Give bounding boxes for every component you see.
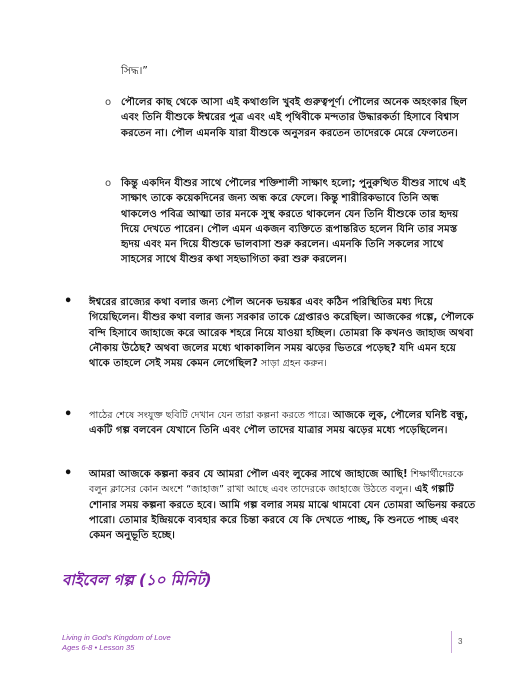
continued-quote-ending: সিদ্ধ।”: [121, 65, 148, 77]
bullet-normal-text: পাঠের শেষে সংযুক্ত ছবিটি দেখান যেন তারা কল্পনা করতে পারে।: [89, 410, 333, 421]
footer-title: Living in God's Kingdom of Love: [62, 633, 171, 642]
bullet-bold-text: আজকে লুক, পৌলের ঘনিষ্ট বন্ধু, একটি গল্প বলবেন যেখানে তিনি এবং পৌল তাদের যাত্রার সময় ঝড়ের মধ্যে পড়েছিলেন।: [89, 410, 469, 437]
sub-bullet-marker: o: [105, 97, 112, 108]
page-number: 3: [458, 637, 463, 646]
bullet-imagine-ship: [64, 466, 477, 543]
sub-point-text: কিন্তু একদিন যীশুর সাথে পৌলের শক্তিশালী সাক্ষাৎ হলো; পুনুরুত্থিত যীশুর সাথে এই সাক্ষাৎ তাকে কয়েকদিনের জন্য অন্ধ করে ফেলে। কিন্তু শারীরিকভাবে তিনি অন্ধ থাকলেও পবিত্র আত্মা তার মনকে সুস্থ করতে থাকলেন যেন তিনি যীশুকে তার হৃদয় দিয়ে দেখতে পারেন। পৌল এমন একজন ব্যক্তিতে রূপান্তরিত হলেন যিনি তার সমস্ত হৃদয় এবং মন দিয়ে যীশুকে ভালবাসা শুরু করলেন। এমনকি তিনি সকলের সাথে সাহসের সাথে যীশুর কথা সহভাগিতা করা শুরু করলেন।: [121, 178, 466, 266]
bullet-bold-text-2: এই গল্পটি শোনার সময় কল্পনা করতে হবে। আমি গল্প বলার সময় মাঝে থামবো যেন তোমরা অভিনয় করতে পারো। তোমার ইন্দ্রিয়কে ব্যবহার করে চিন্তা করবে যে কি দেখতে পাচ্ছ, কি শুনতে পাচ্ছ এবং কেমন অনুভূতি হচ্ছে।: [89, 484, 476, 542]
bullet-paul-hardships: [64, 294, 477, 371]
bullet-marker: •: [64, 466, 73, 481]
bullet-bold-text: আমরা আজকে কল্পনা করব যে আমরা পৌল এবং লুকের সাথে জাহাজে আছি!: [89, 469, 408, 480]
section-heading-bible-story: বাইবেল গল্প (১০ মিনিট): [62, 571, 212, 589]
footer-divider: [451, 631, 452, 653]
sub-point-paul-encounter: [105, 176, 475, 268]
bullet-bold-text: ঈশ্বরের রাজ্যের কথা বলার জন্য পৌল অনেক ভয়ঙ্কর এবং কঠিন পরিস্থিতির মধ্য দিয়ে গিয়েছিলেন। যীশুর কথা বলার জন্য সরকার তাকে গ্রেপ্তারও করেছিল। আজকের গল্পে, পৌলকে বন্দি হিসাবে জাহাজে করে আরেক শহরে নিয়ে যাওয়া হচ্ছিল। তোমরা কি কখনও জাহাজ অথবা নৌকায় উঠেছ? অথবা জলের মধ্যে থাকাকালিন সময় ঝড়ের ভিতরে পড়েছ? যদি এমন হয়ে থাকে তাহলে সেই সময় কেমন লেগেছিল?: [89, 297, 474, 370]
bullet-normal-text: সাড়া গ্রহন করুন।: [257, 358, 327, 370]
sub-point-paul-background: [105, 95, 475, 141]
bullet-show-picture: [64, 407, 477, 439]
bullet-normal-text: শিক্ষার্থীদেরকে বলুন ক্লাসের কোন অংশে “জাহাজ” রাখা আছে এবং তাদেরকে জাহাজে উঠতে বলুন।: [89, 469, 464, 496]
sub-point-text: পৌলের কাছ থেকে আসা এই কথাগুলি খুবই গুরুত্বপূর্ণ। পৌলের অনেক অহংকার ছিল এবং তিনি যীশুকে ঈশ্বরের পুত্র এবং এই পৃথিবীকে মন্দতার উদ্ধারকর্তা হিসাবে বিশ্বাস করতেন না। পৌল এমনকি যারা যীশুকে অনুসরন করতেন তাদেরকে মেরে ফেলতেন।: [121, 97, 468, 139]
footer-lesson: Ages 6-8 • Lesson 35: [62, 643, 135, 652]
bullet-marker: •: [64, 294, 73, 309]
footer-curriculum-info: [62, 633, 171, 653]
sub-bullet-marker: o: [105, 178, 112, 189]
bullet-marker: •: [64, 407, 73, 422]
